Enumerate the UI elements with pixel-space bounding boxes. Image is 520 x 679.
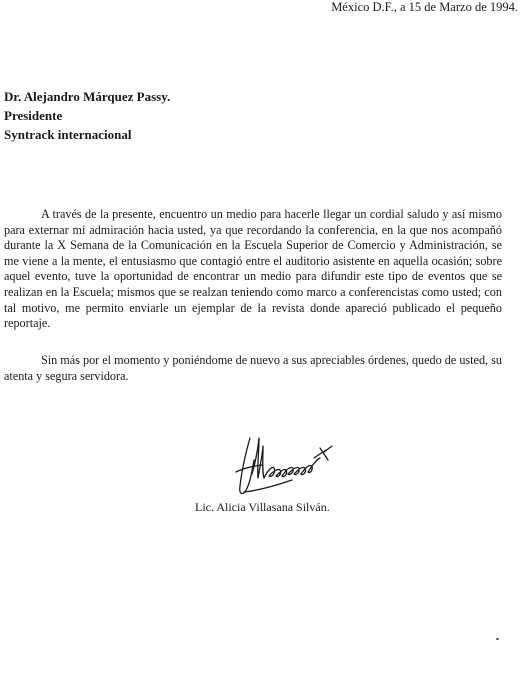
- signer-name: Lic. Alicia Villasana Silván.: [195, 500, 330, 514]
- body-paragraph-2-text: Sin más por el momento y poniéndome de nuevo a sus apreciables órdenes, quedo de usted, su atenta y segura servidora.: [4, 353, 502, 383]
- letter-date: México D.F., a 15 de Marzo de 1994.: [331, 0, 518, 14]
- recipient-block: [4, 87, 170, 144]
- body-paragraph-1-text: A través de la presente, encuentro un medio para hacerle llegar un cordial saludo y así mismo para externar mi admiración hacia usted, ya que recordando la conferencia, en la que nos acompañó durante la X Semana de la Comunicación en la Escuela Superior de Comercio y Administración, se me viene a la mente, el entusiasmo que contagió entre el auditorio asistente en aquella ocasión; sobre aquel evento, tuve la oportunidad de encontrar un medio para difundir este tipo de eventos que se realizan en la Escuela; mismos que se realzan teniendo como marco a conferencistas como usted; con tal motivo, me permito enviarle un ejemplar de la revista donde apareció publicado el pequeño reportaje.: [4, 207, 502, 331]
- paper-speck: [496, 638, 499, 640]
- recipient-name: Dr. Alejandro Márquez Passy.: [4, 89, 171, 104]
- body-paragraph-1: [4, 207, 502, 332]
- handwritten-signature: [232, 432, 336, 502]
- body-paragraph-2: [4, 353, 502, 384]
- recipient-organization: Syntrack internacional: [4, 127, 132, 142]
- recipient-title: Presidente: [4, 108, 63, 123]
